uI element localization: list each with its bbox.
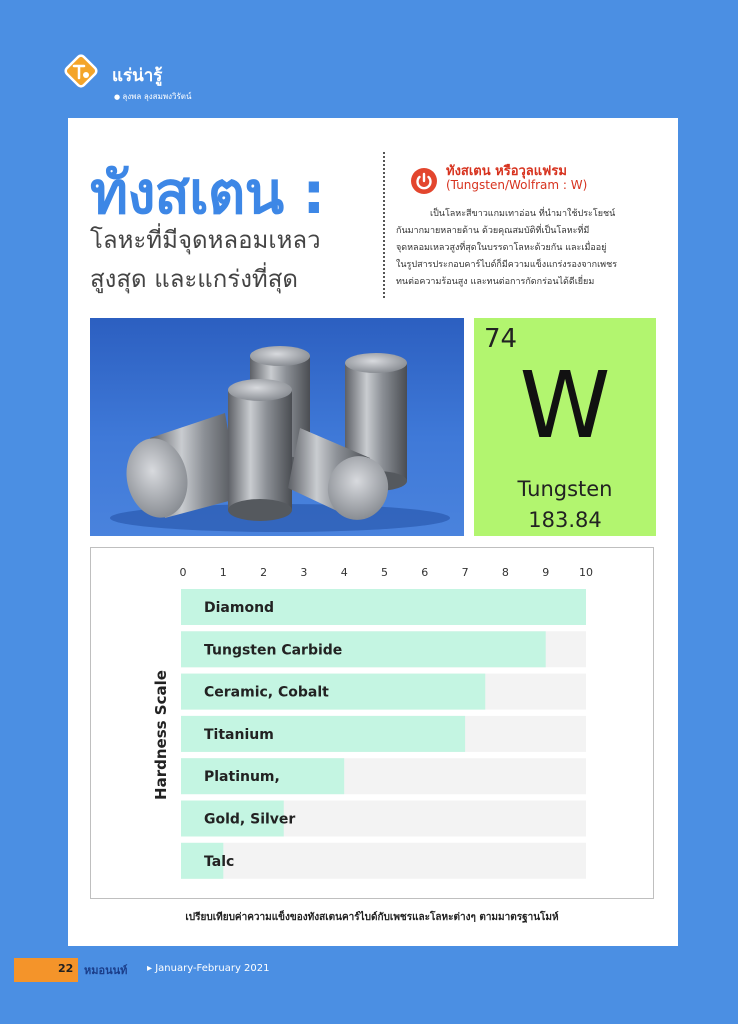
dotted-divider [383,152,385,298]
element-symbol: W [519,352,611,459]
x-tick-label: 3 [300,566,308,579]
issue-date: ▸ January-February 2021 [147,963,270,974]
bar-label: Talc [204,853,235,870]
hardness-chart [90,547,654,899]
article-title: ทังสเตน : [90,159,325,227]
x-tick-label: 5 [381,566,388,579]
sidebar-line: กันมากมายหลายด้าน ด้วยคุณสมบัติที่เป็นโลหะที่มี [396,226,590,236]
sidebar-heading-en: (Tungsten/Wolfram : W) [446,178,588,192]
section-title: แร่น่ารู้ [112,66,163,86]
bar-label: Platinum, [204,769,280,786]
atomic-mass: 183.84 [528,508,602,532]
tungsten-cylinders-photo [90,318,464,536]
bar-label: Titanium [204,726,274,743]
sidebar-heading: ทังสเตน หรือวุลแฟรม [446,164,567,179]
sidebar-line: ในรูปสารประกอบคาร์ไบด์ก็มีความแข็งแกร่งรองจากเพชร [396,260,618,270]
issue-date-text: January-February 2021 [155,963,270,974]
chart-caption: เปรียบเทียบค่าความแข็งของทังสเตนคาร์ไบด์กับเพชรและโลหะต่างๆ ตามมาตรฐานโมห์ [185,912,559,923]
bar-label: Tungsten Carbide [204,642,343,659]
bar-label: Diamond [204,600,275,616]
y-axis-label: Hardness Scale [152,670,170,800]
atomic-number: 74 [484,324,518,354]
sidebar-line: เป็นโลหะสีขาวแกมเทาอ่อน ที่นำมาใช้ประโยชน์ [430,209,616,219]
element-name: Tungsten [517,477,613,501]
article-subtitle-line1: โลหะที่มีจุดหลอมเหลว [90,226,321,254]
sidebar-body [396,206,656,291]
sidebar-line: ทนต่อความร้อนสูง และทนต่อการกัดกร่อนได้ดีเยี่ยม [396,277,595,287]
mineral-icon [62,52,100,90]
x-tick-label: 9 [542,566,550,579]
bar-label: Gold, Silver [204,811,296,828]
x-tick-label: 2 [260,566,268,579]
sidebar-line: จุดหลอมเหลวสูงที่สุดในบรรดาโลหะด้วยกัน และเมื่ออยู่ [396,243,607,253]
magazine-logo: หมอนนท์ [84,964,128,977]
x-tick-label: 6 [421,566,429,579]
article-subtitle-line2: สูงสุด และแกร่งที่สุด [90,265,298,293]
x-tick-label: 1 [219,566,227,579]
x-tick-label: 7 [461,566,469,579]
power-icon [410,167,438,195]
x-tick-label: 8 [501,566,509,579]
x-tick-label: 4 [340,566,348,579]
x-tick-label: 0 [179,566,187,579]
bar-track [181,843,586,879]
author-name: ● ลุงพล ลุงสมพงวิรัตน์ [114,90,191,103]
bar-label: Ceramic, Cobalt [204,684,329,701]
x-tick-label: 10 [579,566,593,579]
page-number: 22 [58,962,74,975]
